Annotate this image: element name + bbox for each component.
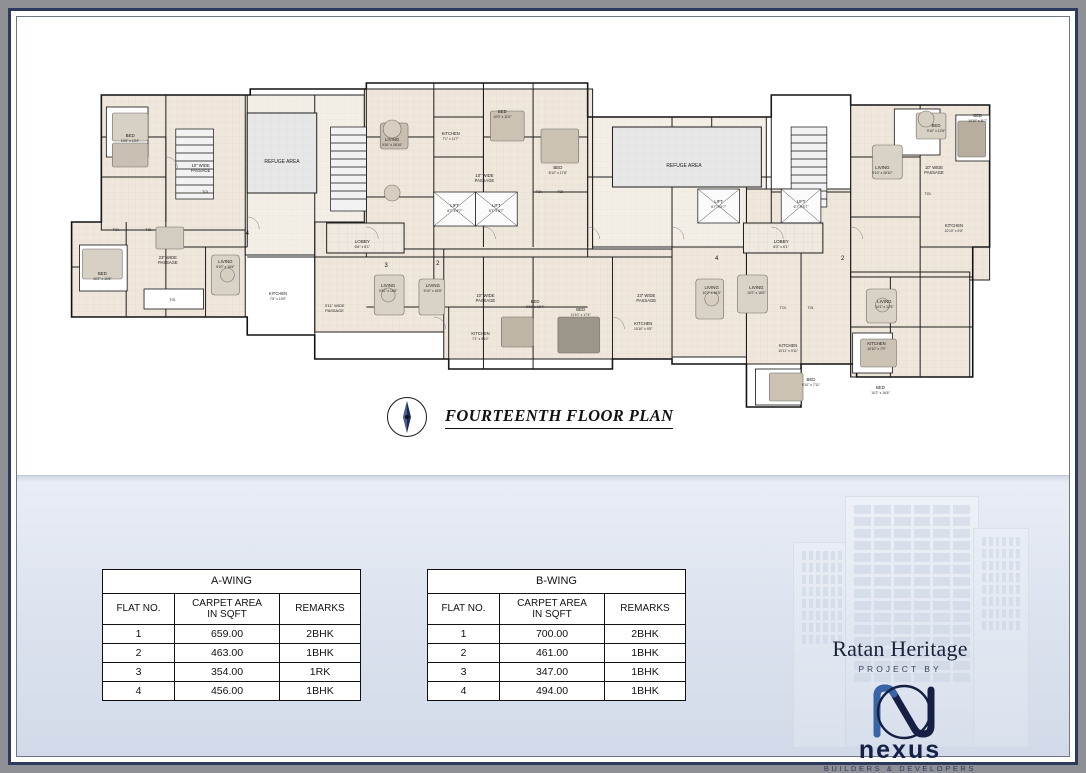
floor-plan-area [17,17,1069,475]
svg-text:LIVING: LIVING [704,284,719,291]
svg-text:10" WIDE: 10" WIDE [191,162,210,169]
page-title: FOURTEENTH FLOOR PLAN [445,406,673,429]
svg-text:10'10" x 9'5": 10'10" x 9'5" [634,326,653,332]
svg-text:BED: BED [530,298,540,305]
col-header-remarks-b: REMARKS [605,593,686,624]
svg-text:KITCHEN: KITCHEN [944,222,963,229]
table-row [428,681,686,700]
svg-text:LIVING: LIVING [384,136,400,143]
svg-text:LIVING: LIVING [381,282,396,289]
svg-text:10'2" x 10'6": 10'2" x 10'6" [93,276,112,282]
svg-text:14'1" x 12'5": 14'1" x 12'5" [875,304,894,310]
svg-text:9'10" x 16'5": 9'10" x 16'5" [216,264,235,270]
svg-text:LIVING: LIVING [875,164,890,171]
svg-text:LIVING: LIVING [877,298,892,305]
table-wing-header-row [428,570,686,594]
sheet-outer-border [8,8,1078,773]
svg-text:BED: BED [875,384,885,391]
table-row [103,681,361,700]
svg-text:BED: BED [806,376,816,383]
svg-text:10'5" x 13'4": 10'5" x 13'4" [120,138,140,144]
table-column-header-row [428,593,686,624]
svg-text:9'10" x 28'10": 9'10" x 28'10" [872,170,893,176]
svg-text:TOI.: TOI. [169,297,177,303]
svg-text:11'10" x 17'4": 11'10" x 17'4" [570,312,591,318]
col-header-carpet-area-line2-a: IN SQFT [207,608,247,620]
table-row [428,643,686,662]
svg-text:REFUGE AREA: REFUGE AREA [264,158,300,166]
svg-text:3: 3 [384,262,388,270]
svg-text:BED: BED [125,132,135,139]
svg-text:10" WIDE: 10" WIDE [475,172,494,179]
svg-text:PASSAGE: PASSAGE [924,169,944,176]
col-header-carpet-area-b [500,593,605,624]
svg-text:PASSAGE: PASSAGE [158,259,178,266]
svg-text:10'11" x 9'11": 10'11" x 9'11" [778,348,799,354]
svg-text:LIVING: LIVING [749,284,764,291]
svg-text:KITCHEN: KITCHEN [779,342,798,349]
svg-text:10'10" x 9'5": 10'10" x 9'5" [944,228,964,234]
table-row [103,662,361,681]
svg-text:TOI.: TOI. [145,227,153,233]
svg-text:TOI.: TOI. [202,189,210,195]
svg-text:4: 4 [245,230,249,238]
cell-carpet-area: 347.00 [500,662,605,681]
cell-flat-no: 1 [103,624,175,643]
cell-flat-no: 2 [103,643,175,662]
svg-text:PASSAGE: PASSAGE [475,297,496,304]
table-row [428,624,686,643]
svg-text:10'2" x 16'5": 10'2" x 16'5" [747,290,766,296]
table-row [103,643,361,662]
col-header-carpet-area-a [175,593,280,624]
table-wing-header-row [103,570,361,594]
svg-text:10" WIDE: 10" WIDE [476,292,495,299]
cell-carpet-area: 659.00 [175,624,280,643]
svg-text:BED: BED [576,306,586,313]
cell-carpet-area: 494.00 [500,681,605,700]
project-name: Ratan Heritage [832,636,968,661]
svg-text:TOI.: TOI. [535,189,543,195]
svg-text:7'5" x 10'0": 7'5" x 10'0" [269,296,287,302]
svg-text:9'10" x 13'4": 9'10" x 13'4" [525,304,545,310]
svg-text:LIVING: LIVING [425,282,440,289]
svg-text:4: 4 [715,255,719,263]
cell-carpet-area: 461.00 [500,643,605,662]
svg-text:KITCHEN: KITCHEN [634,320,653,327]
svg-text:KITCHEN: KITCHEN [471,330,490,337]
col-header-carpet-area-line2-b: IN SQFT [532,608,572,620]
cell-flat-no: 3 [428,662,500,681]
svg-text:PASSAGE: PASSAGE [474,177,495,184]
svg-text:9'10" x 28'10": 9'10" x 28'10" [381,142,403,148]
svg-text:LOBBY: LOBBY [354,238,370,245]
svg-text:9'10" x 16'5": 9'10" x 16'5" [423,288,443,294]
cell-flat-no: 4 [103,681,175,700]
svg-text:LIFT: LIFT [796,198,806,205]
svg-text:LIFT: LIFT [492,202,501,209]
svg-text:PASSAGE: PASSAGE [190,167,211,174]
cell-remarks: 1BHK [280,643,361,662]
svg-text:LIFT: LIFT [714,198,723,205]
table-row [103,624,361,643]
cell-carpet-area: 354.00 [175,662,280,681]
cell-remarks: 1BHK [605,643,686,662]
svg-text:10'10" x 11'7": 10'10" x 11'7" [968,118,988,124]
wing-title-b: B-WING [428,570,686,594]
svg-text:PASSAGE: PASSAGE [325,307,344,314]
cell-remarks: 1BHK [605,662,686,681]
col-header-flat-no-a: FLAT NO. [103,593,175,624]
svg-text:6'7" x 5'7": 6'7" x 5'7" [447,208,463,214]
svg-text:8'3" x 6'1": 8'3" x 6'1" [773,244,789,250]
cell-remarks: 1BHK [280,681,361,700]
svg-text:10'10" x 7'0": 10'10" x 7'0" [867,346,886,352]
plan-title-row [387,397,673,437]
cell-flat-no: 1 [428,624,500,643]
table-row [428,662,686,681]
svg-text:BED: BED [973,112,982,119]
cell-remarks: 1BHK [605,681,686,700]
compass-north-icon [387,397,427,437]
area-table-a-wing [102,569,361,701]
svg-text:6'7" x 5'7": 6'7" x 5'7" [711,204,727,210]
svg-text:LIVING: LIVING [218,258,233,265]
svg-text:BED: BED [497,108,507,115]
svg-text:23" WIDE: 23" WIDE [158,254,177,261]
svg-text:BED: BED [931,122,941,129]
svg-text:7'1" x 11'7": 7'1" x 11'7" [442,136,459,142]
table-column-header-row [103,593,361,624]
area-table-b-wing [427,569,686,701]
svg-text:KITCHEN: KITCHEN [867,340,886,347]
svg-text:BED: BED [553,164,563,171]
svg-text:10'0" x 11'0": 10'0" x 11'0" [493,114,512,120]
svg-text:10" WIDE: 10" WIDE [924,164,944,171]
svg-text:TOI.: TOI. [557,189,565,195]
svg-text:BED: BED [97,270,107,277]
col-header-carpet-area-line1-a: CARPET AREA [192,597,262,609]
cell-flat-no: 2 [428,643,500,662]
svg-text:LOBBY: LOBBY [773,238,789,245]
svg-text:PASSAGE: PASSAGE [636,297,656,304]
project-by-label: PROJECT BY [858,664,942,674]
svg-text:TOI.: TOI. [779,305,787,311]
svg-text:LIFT: LIFT [450,202,459,209]
svg-text:KITCHEN: KITCHEN [268,290,288,297]
developer-tagline: BUILDERS & DEVELOPERS [823,764,977,773]
brand-block [755,490,1045,773]
col-header-flat-no-b: FLAT NO. [428,593,500,624]
svg-text:9'10" x 12'6": 9'10" x 12'6" [926,128,946,134]
cell-flat-no: 3 [103,662,175,681]
cell-carpet-area: 463.00 [175,643,280,662]
svg-text:6'7" x 5'7": 6'7" x 5'7" [488,208,504,214]
nexus-logo-icon [867,682,941,742]
sheet-inner-border [16,16,1070,773]
cell-remarks: 2BHK [280,624,361,643]
svg-text:2: 2 [841,255,845,263]
svg-text:9'10" x 16'5": 9'10" x 16'5" [378,288,398,294]
svg-text:TOI.: TOI. [112,227,120,233]
svg-text:9'10" x 7'11": 9'10" x 7'11" [801,382,821,388]
cell-carpet-area: 700.00 [500,624,605,643]
svg-text:TOI.: TOI. [807,305,815,311]
developer-name: nexus [858,736,942,764]
svg-text:2: 2 [436,260,440,268]
wing-title-a: A-WING [103,570,361,594]
svg-text:10'2" x 16'5": 10'2" x 16'5" [702,290,721,296]
carpet-area-tables [102,569,686,701]
svg-text:7'1" x 9'10": 7'1" x 9'10" [472,336,489,342]
cell-remarks: 1RK [280,662,361,681]
svg-text:23" WIDE: 23" WIDE [637,292,656,299]
col-header-carpet-area-line1-b: CARPET AREA [517,597,587,609]
svg-text:8'10" x 17'8": 8'10" x 17'8" [548,170,568,176]
col-header-remarks-a: REMARKS [280,593,361,624]
legend-panel [17,475,1069,773]
svg-text:TOI.: TOI. [924,191,932,197]
svg-text:REFUGE AREA: REFUGE AREA [666,162,702,170]
svg-text:6'8" x 6'1": 6'8" x 6'1" [354,244,371,250]
cell-carpet-area: 456.00 [175,681,280,700]
svg-text:3'11" WIDE: 3'11" WIDE [324,302,345,309]
cell-flat-no: 4 [428,681,500,700]
svg-text:6'7" x 5'7": 6'7" x 5'7" [793,204,809,210]
svg-text:10'2" x 16'6": 10'2" x 16'6" [871,390,890,396]
svg-text:KITCHEN: KITCHEN [441,130,460,137]
cell-remarks: 2BHK [605,624,686,643]
